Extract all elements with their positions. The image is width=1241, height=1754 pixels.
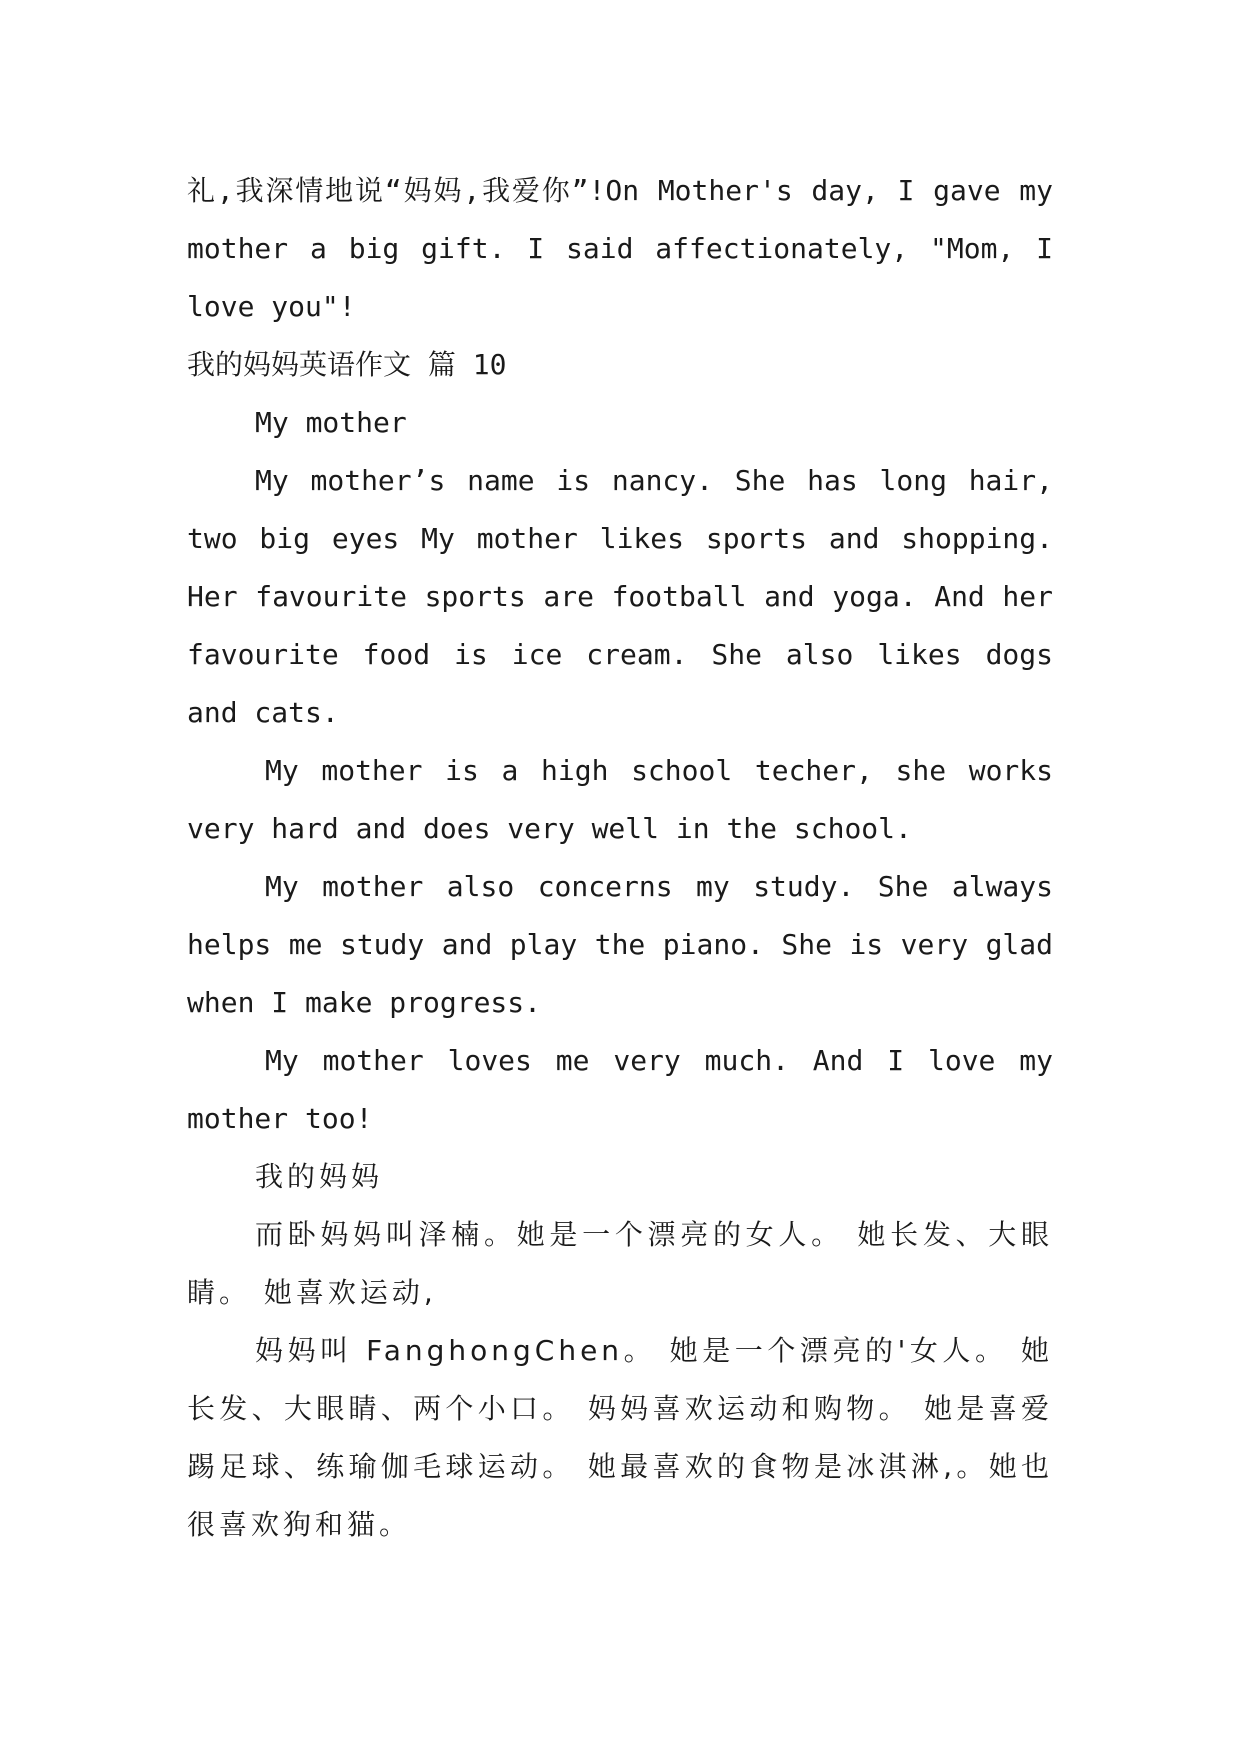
chinese-paragraph: 而卧妈妈叫泽楠。她是一个漂亮的女人。 她长发、大眼睛。 她喜欢运动, xyxy=(187,1218,1053,1309)
chinese-essay-title: 我的妈妈 xyxy=(255,1160,384,1193)
intro-paragraph: 礼,我深情地说“妈妈,我爱你”!On Mother's day, I gave my mother a big gift. I said affectionately, "Mom, I love you"! xyxy=(187,174,1053,323)
chinese-paragraph: 妈妈叫 FanghongChen。 她是一个漂亮的'女人。 她长发、大眼睛、两个小口。 妈妈喜欢运动和购物。 她是喜爱踢足球、练瑜伽毛球运动。 她最喜欢的食物是冰淇淋,。她也很喜欢狗和猫。 xyxy=(187,1334,1053,1541)
english-essay-title: My mother xyxy=(255,406,407,439)
english-paragraph: My mother also concerns my study. She always helps me study and play the piano. She is very glad when I make progress. xyxy=(187,870,1053,1019)
document-body xyxy=(187,162,1053,1554)
english-paragraph: My mother is a high school techer, she works very hard and does very well in the school. xyxy=(187,754,1053,845)
english-paragraph: My mother’s name is nancy. She has long hair, two big eyes My mother likes sports and shopping. Her favourite sports are football and yoga. And her favourite food is ice cream. She also likes dogs and cats. xyxy=(187,464,1053,729)
section-heading: 我的妈妈英语作文 篇 10 xyxy=(187,348,507,381)
english-paragraph: My mother loves me very much. And I love my mother too! xyxy=(187,1044,1053,1135)
